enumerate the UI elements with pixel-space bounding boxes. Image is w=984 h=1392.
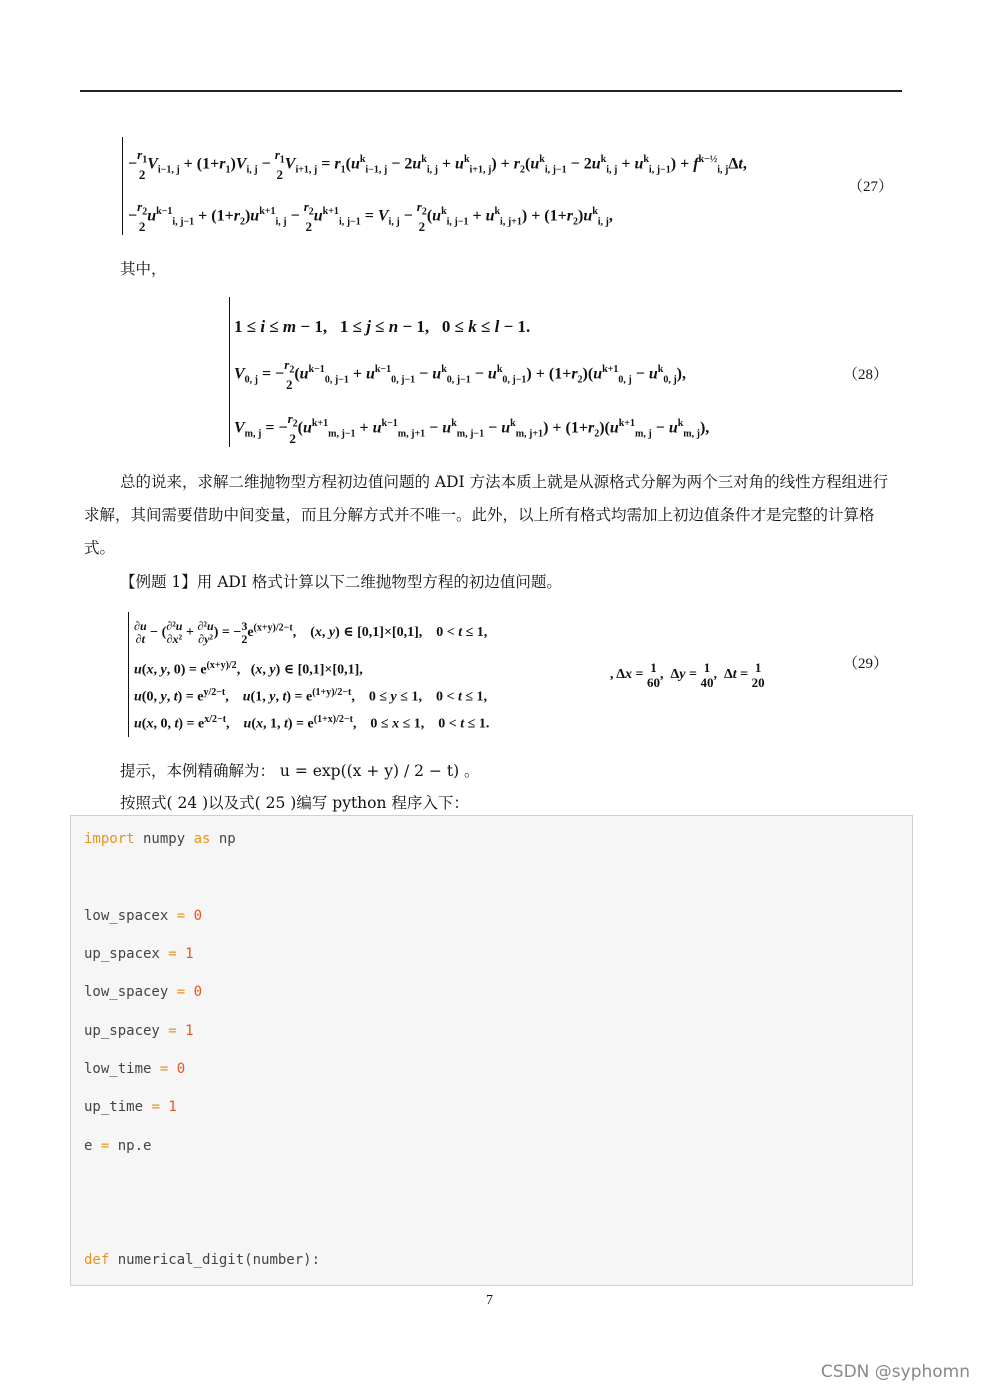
- code-line-def: [84, 1252, 320, 1268]
- code-var: low_spacex: [84, 908, 169, 924]
- code-block: [70, 815, 913, 1286]
- eq29-line3: u(0, y, $t) = e^{y/2-t}$, u(1, y, $t) = e^{(1+y)/2-t}$, 0 ≤ y ≤ 1, 0 < t ≤ 1,: [134, 687, 488, 705]
- code-var: up_spacex: [84, 946, 160, 962]
- code-line: [84, 1023, 194, 1039]
- code-text: np: [210, 831, 236, 847]
- left-brace: [128, 612, 129, 737]
- eq29-number: （29）: [843, 656, 889, 672]
- code-text: numpy: [134, 831, 194, 847]
- code-number: 0: [176, 1061, 186, 1077]
- code-text: np.e: [117, 1138, 152, 1154]
- example-heading: 【例题 1】用 ADI 格式计算以下二维抛物型方程的初边值问题。: [120, 573, 562, 591]
- code-var: low_time: [84, 1061, 152, 1077]
- code-keyword: import: [84, 831, 135, 847]
- code-number: 1: [185, 1023, 194, 1039]
- code-text: numerical_digit(number):: [109, 1252, 321, 1268]
- code-var: up_time: [84, 1099, 144, 1115]
- header-rule: [80, 90, 902, 92]
- eq28-line1: 1 ≤ i ≤ m − 1, 1 ≤ j ≤ n − 1, 0 ≤ k ≤ l − 1.: [234, 317, 531, 336]
- eq29-line2: u(x, y, $0) = e^{(x+y)/2}$, (x, y) ∈ [0,1]×[0,1],: [134, 660, 363, 678]
- code-var: low_spacey: [84, 984, 169, 1000]
- code-keyword: as: [193, 831, 211, 847]
- code-operator: =: [159, 1061, 169, 1077]
- code-number: 1: [185, 946, 194, 962]
- code-operator: =: [151, 1099, 160, 1115]
- code-line: [84, 984, 202, 1000]
- code-var: up_spacey: [84, 1023, 160, 1039]
- hint-text: 提示，本例精确解为： u = exp((x + y) / 2 − t) 。: [120, 762, 480, 780]
- eq27-line1: $-r_1$ $2V_{i-1, j} + (1+r_1)V_{i, j} - r_1$ $2V_{i+1, j} = r_1(u^k_{i-1, j} - 2u^k_{i, j} + u^k_{i+1, j}) + r_2(u^k_{i, j-1} - 2u^k_{i, j} + u^k_{i, j-1}) + f^{k-\frac{1}{2}}_{i, j}\Delta t$,: [128, 147, 747, 182]
- left-brace: [229, 297, 230, 447]
- code-operator: =: [100, 1138, 110, 1154]
- code-operator: =: [168, 946, 177, 962]
- code-operator: =: [176, 984, 186, 1000]
- eq27-line2: $-r_2$ $2u^{k-1}_{i, j-1} + (1+r_2)u^{k+1}_{i, j} - r_2$ $2u^{k+1}_{i, j-1} = V_{i, j} - r_2$ $2(u^k_{i, j-1} + u^k_{i, j+1}) + (1+r_2)u^k_{i, j}$,: [128, 199, 613, 234]
- code-line: [84, 1138, 151, 1154]
- eq29-line4: u(x, 0, $t) = e^{x/2-t}$, u(x, 1, $t) = e^{(1+x)/2-t}$, 0 ≤ x ≤ 1, 0 < t ≤ 1.: [134, 714, 490, 732]
- code-number: 0: [193, 984, 203, 1000]
- code-line: [84, 946, 194, 962]
- code-line-import: [84, 831, 236, 847]
- page-number: 7: [486, 1293, 493, 1308]
- eq28-line3: $V_{m, j} = -r_2$ $2(u^{k+1}_{m, j-1} + u^{k-1}_{m, j+1} - u^k_{m, j-1} - u^k_{m, j+1}) + (1+r_2)(u^{k+1}_{m, j} - u^k_{m, j})$,: [234, 411, 710, 446]
- code-line: [84, 1061, 185, 1077]
- eq28-number: （28）: [843, 367, 889, 383]
- eq29-line1: ∂u ∂t − (∂²u ∂x² + ∂²u ∂y²) = −3 $2e^{(x+y)/2-t}$, (x, y) ∈ [0,1]×[0,1], 0 < t ≤ 1,: [134, 619, 488, 646]
- code-line: [84, 1099, 177, 1115]
- eq27-number: （27）: [848, 179, 894, 195]
- code-operator: =: [168, 1023, 177, 1039]
- code-number: 0: [193, 908, 203, 924]
- code-var: e: [84, 1138, 93, 1154]
- code-number: 1: [168, 1099, 177, 1115]
- code-operator: =: [176, 908, 186, 924]
- eq29-steps: , Δx = 1 60, Δy = 1 40, Δt = 1 20: [610, 660, 765, 690]
- code-line: [84, 908, 202, 924]
- summary-paragraph: 总的说来，求解二维抛物型方程初边值问题的 ADI 方法本质上就是从源格式分解为两个三对角的线性方程组进行求解，其间需要借助中间变量，而且分解方式并不唯一。此外，以上所有格式均需加上初边值条件才是完整的计算格式。: [84, 473, 889, 557]
- where-label: 其中，: [120, 260, 167, 278]
- code-intro: 按照式( 24 )以及式( 25 )编写 python 程序入下：: [120, 794, 469, 812]
- watermark: CSDN @syphomn: [820, 1362, 970, 1382]
- eq28-line2: $V_{0, j} = -r_2$ $2(u^{k-1}_{0, j-1} + u^{k-1}_{0, j-1} - u^k_{0, j-1} - u^k_{0, j-1}) + (1+r_2)(u^{k+1}_{0, j} - u^k_{0, j})$,: [234, 357, 686, 392]
- left-brace: [122, 137, 123, 235]
- code-keyword: def: [84, 1252, 110, 1268]
